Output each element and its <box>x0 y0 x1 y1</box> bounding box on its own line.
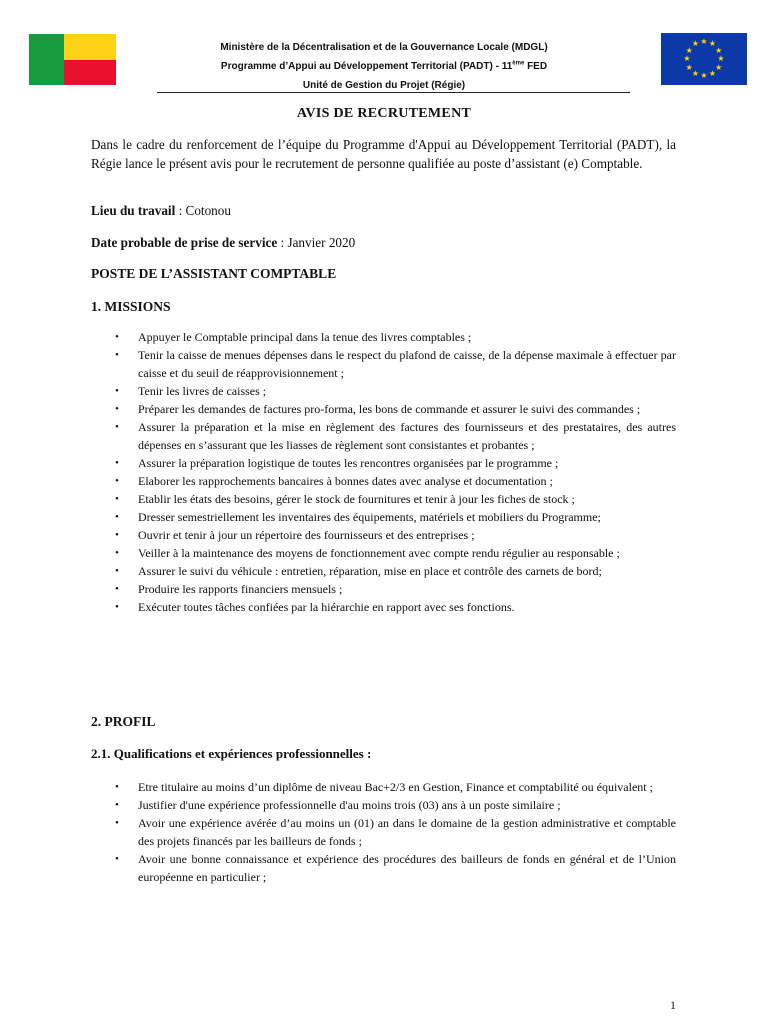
list-item <box>91 562 676 580</box>
list-item <box>91 526 676 544</box>
benin-flag-logo <box>29 34 116 85</box>
benin-flag-yellow-band <box>64 34 116 60</box>
bullet-icon: • <box>115 529 119 541</box>
list-item <box>91 850 676 886</box>
bullet-icon: • <box>115 565 119 577</box>
list-item <box>91 598 676 616</box>
list-item <box>91 796 676 814</box>
benin-flag-red-band <box>64 60 116 85</box>
list-item-text: Assurer le suivi du véhicule : entretien, réparation, mise en place et contrôle des carnets de bord; <box>138 564 602 578</box>
list-item <box>91 814 676 850</box>
list-item-text: Préparer les demandes de factures pro-forma, les bons de commande et assurer le suivi des commandes ; <box>138 402 641 416</box>
list-item <box>91 454 676 472</box>
list-item-text: Avoir une bonne connaissance et expérience des procédures des bailleurs de fonds en général et de l’Union européenne en particulier ; <box>138 852 676 884</box>
list-item-text: Assurer la préparation et la mise en règlement des factures des fournisseurs et des prestataires, des autres dépenses en s’assurant que les liasses de règlement sont consistantes et probantes ; <box>138 420 676 452</box>
benin-flag-green-band <box>29 34 64 85</box>
eu-star-icon: ★ <box>685 62 693 72</box>
qualifications-list <box>91 778 676 886</box>
list-item-text: Ouvrir et tenir à jour un répertoire des fournisseurs et des entreprises ; <box>138 528 475 542</box>
bullet-icon: • <box>115 331 119 343</box>
bullet-icon: • <box>115 475 119 487</box>
page-number: 1 <box>670 998 676 1012</box>
header-programme-text: Programme d’Appui au Développement Territorial (PADT) - 11 <box>220 61 513 72</box>
position-heading: POSTE DE L’ASSISTANT COMPTABLE <box>91 266 337 281</box>
bullet-icon: • <box>115 457 119 469</box>
list-item <box>91 472 676 490</box>
eu-star-icon: ★ <box>715 62 723 72</box>
list-item-text: Etablir les états des besoins, gérer le stock de fournitures et tenir à jour les fiches de stock ; <box>138 492 575 506</box>
bullet-icon: • <box>115 781 119 793</box>
missions-list <box>91 328 676 616</box>
header-programme-fed: FED <box>524 61 548 72</box>
bullet-icon: • <box>115 385 119 397</box>
list-item <box>91 778 676 796</box>
eu-star-icon: ★ <box>700 37 708 46</box>
profile-heading: 2. PROFIL <box>91 714 156 729</box>
qualifications-heading: 2.1. Qualifications et expériences professionnelles : <box>91 746 372 761</box>
list-item <box>91 328 676 346</box>
missions-heading: 1. MISSIONS <box>91 299 171 314</box>
eu-star-icon: ★ <box>708 68 717 78</box>
list-item <box>91 544 676 562</box>
list-item-text: Assurer la préparation logistique de toutes les rencontres organisées par le programme ; <box>138 456 559 470</box>
list-item-text: Veiller à la maintenance des moyens de fonctionnement avec compte rendu régulier au responsable ; <box>138 546 620 560</box>
start-date <box>91 235 355 251</box>
eu-star-icon: ★ <box>691 68 700 78</box>
bullet-icon: • <box>115 349 119 361</box>
header-organization <box>140 38 628 95</box>
list-item <box>91 508 676 526</box>
work-location-value: : Cotonou <box>175 203 231 218</box>
bullet-icon: • <box>115 817 119 829</box>
list-item-text: Dresser semestriellement les inventaires des équipements, matériels et mobiliers du Programme; <box>138 510 601 524</box>
work-location <box>91 203 231 219</box>
bullet-icon: • <box>115 799 119 811</box>
list-item-text: Exécuter toutes tâches confiées par la hiérarchie en rapport avec ses fonctions. <box>138 600 515 614</box>
eu-star-icon: ★ <box>685 45 693 55</box>
list-item-text: Tenir la caisse de menues dépenses dans le respect du plafond de caisse, de la dépense maximale à effectuer par caisse et du seuil de réapprovisionnement ; <box>138 348 676 380</box>
eu-star-icon: ★ <box>683 54 691 63</box>
list-item-text: Elaborer les rapprochements bancaires à bonnes dates avec analyse et documentation ; <box>138 474 553 488</box>
list-item-text: Appuyer le Comptable principal dans la tenue des livres comptables ; <box>138 330 472 344</box>
bullet-icon: • <box>115 403 119 415</box>
list-item <box>91 490 676 508</box>
list-item-text: Justifier d'une expérience professionnelle d'au moins trois (03) ans à un poste similaire ; <box>138 798 561 812</box>
list-item-text: Tenir les livres de caisses ; <box>138 384 267 398</box>
list-item <box>91 400 676 418</box>
eu-star-icon: ★ <box>717 54 725 63</box>
bullet-icon: • <box>115 493 119 505</box>
eu-star-icon: ★ <box>708 39 717 49</box>
list-item <box>91 580 676 598</box>
header-programme-superscript: ème <box>512 60 525 67</box>
bullet-icon: • <box>115 583 119 595</box>
list-item <box>91 346 676 382</box>
header-ministry-line: Ministère de la Décentralisation et de la Gouvernance Locale (MDGL) <box>220 42 548 53</box>
page-title: AVIS DE RECRUTEMENT <box>296 106 472 121</box>
bullet-icon: • <box>115 547 119 559</box>
eu-star-icon: ★ <box>691 39 700 49</box>
header-unit-line: Unité de Gestion du Projet (Régie) <box>302 80 466 91</box>
list-item <box>91 418 676 454</box>
bullet-icon: • <box>115 853 119 865</box>
list-item-text: Etre titulaire au moins d’un diplôme de niveau Bac+2/3 en Gestion, Finance et comptabilité ou équivalent ; <box>138 780 653 794</box>
intro-paragraph: Dans le cadre du renforcement de l’équipe du Programme d'Appui au Développement Territorial (PADT), la Régie lance le présent avis pour le recrutement de personne qualifiée au poste d’assistant (e) Comptable. <box>91 137 676 171</box>
list-item-text: Avoir une expérience avérée d’au moins un (01) an dans le domaine de la gestion administrative et comptable des projets financés par les bailleurs de fonds ; <box>138 816 676 848</box>
header-programme-line <box>140 57 628 76</box>
header-divider <box>157 92 630 93</box>
list-item <box>91 382 676 400</box>
bullet-icon: • <box>115 601 119 613</box>
work-location-label: Lieu du travail <box>91 203 176 218</box>
list-item-text: Produire les rapports financiers mensuels ; <box>138 582 343 596</box>
eu-star-icon: ★ <box>700 71 708 80</box>
eu-flag-logo <box>661 33 747 85</box>
start-date-value: : Janvier 2020 <box>277 235 356 250</box>
start-date-label: Date probable de prise de service <box>91 235 278 250</box>
eu-star-icon: ★ <box>715 45 723 55</box>
bullet-icon: • <box>115 511 119 523</box>
bullet-icon: • <box>115 421 119 433</box>
